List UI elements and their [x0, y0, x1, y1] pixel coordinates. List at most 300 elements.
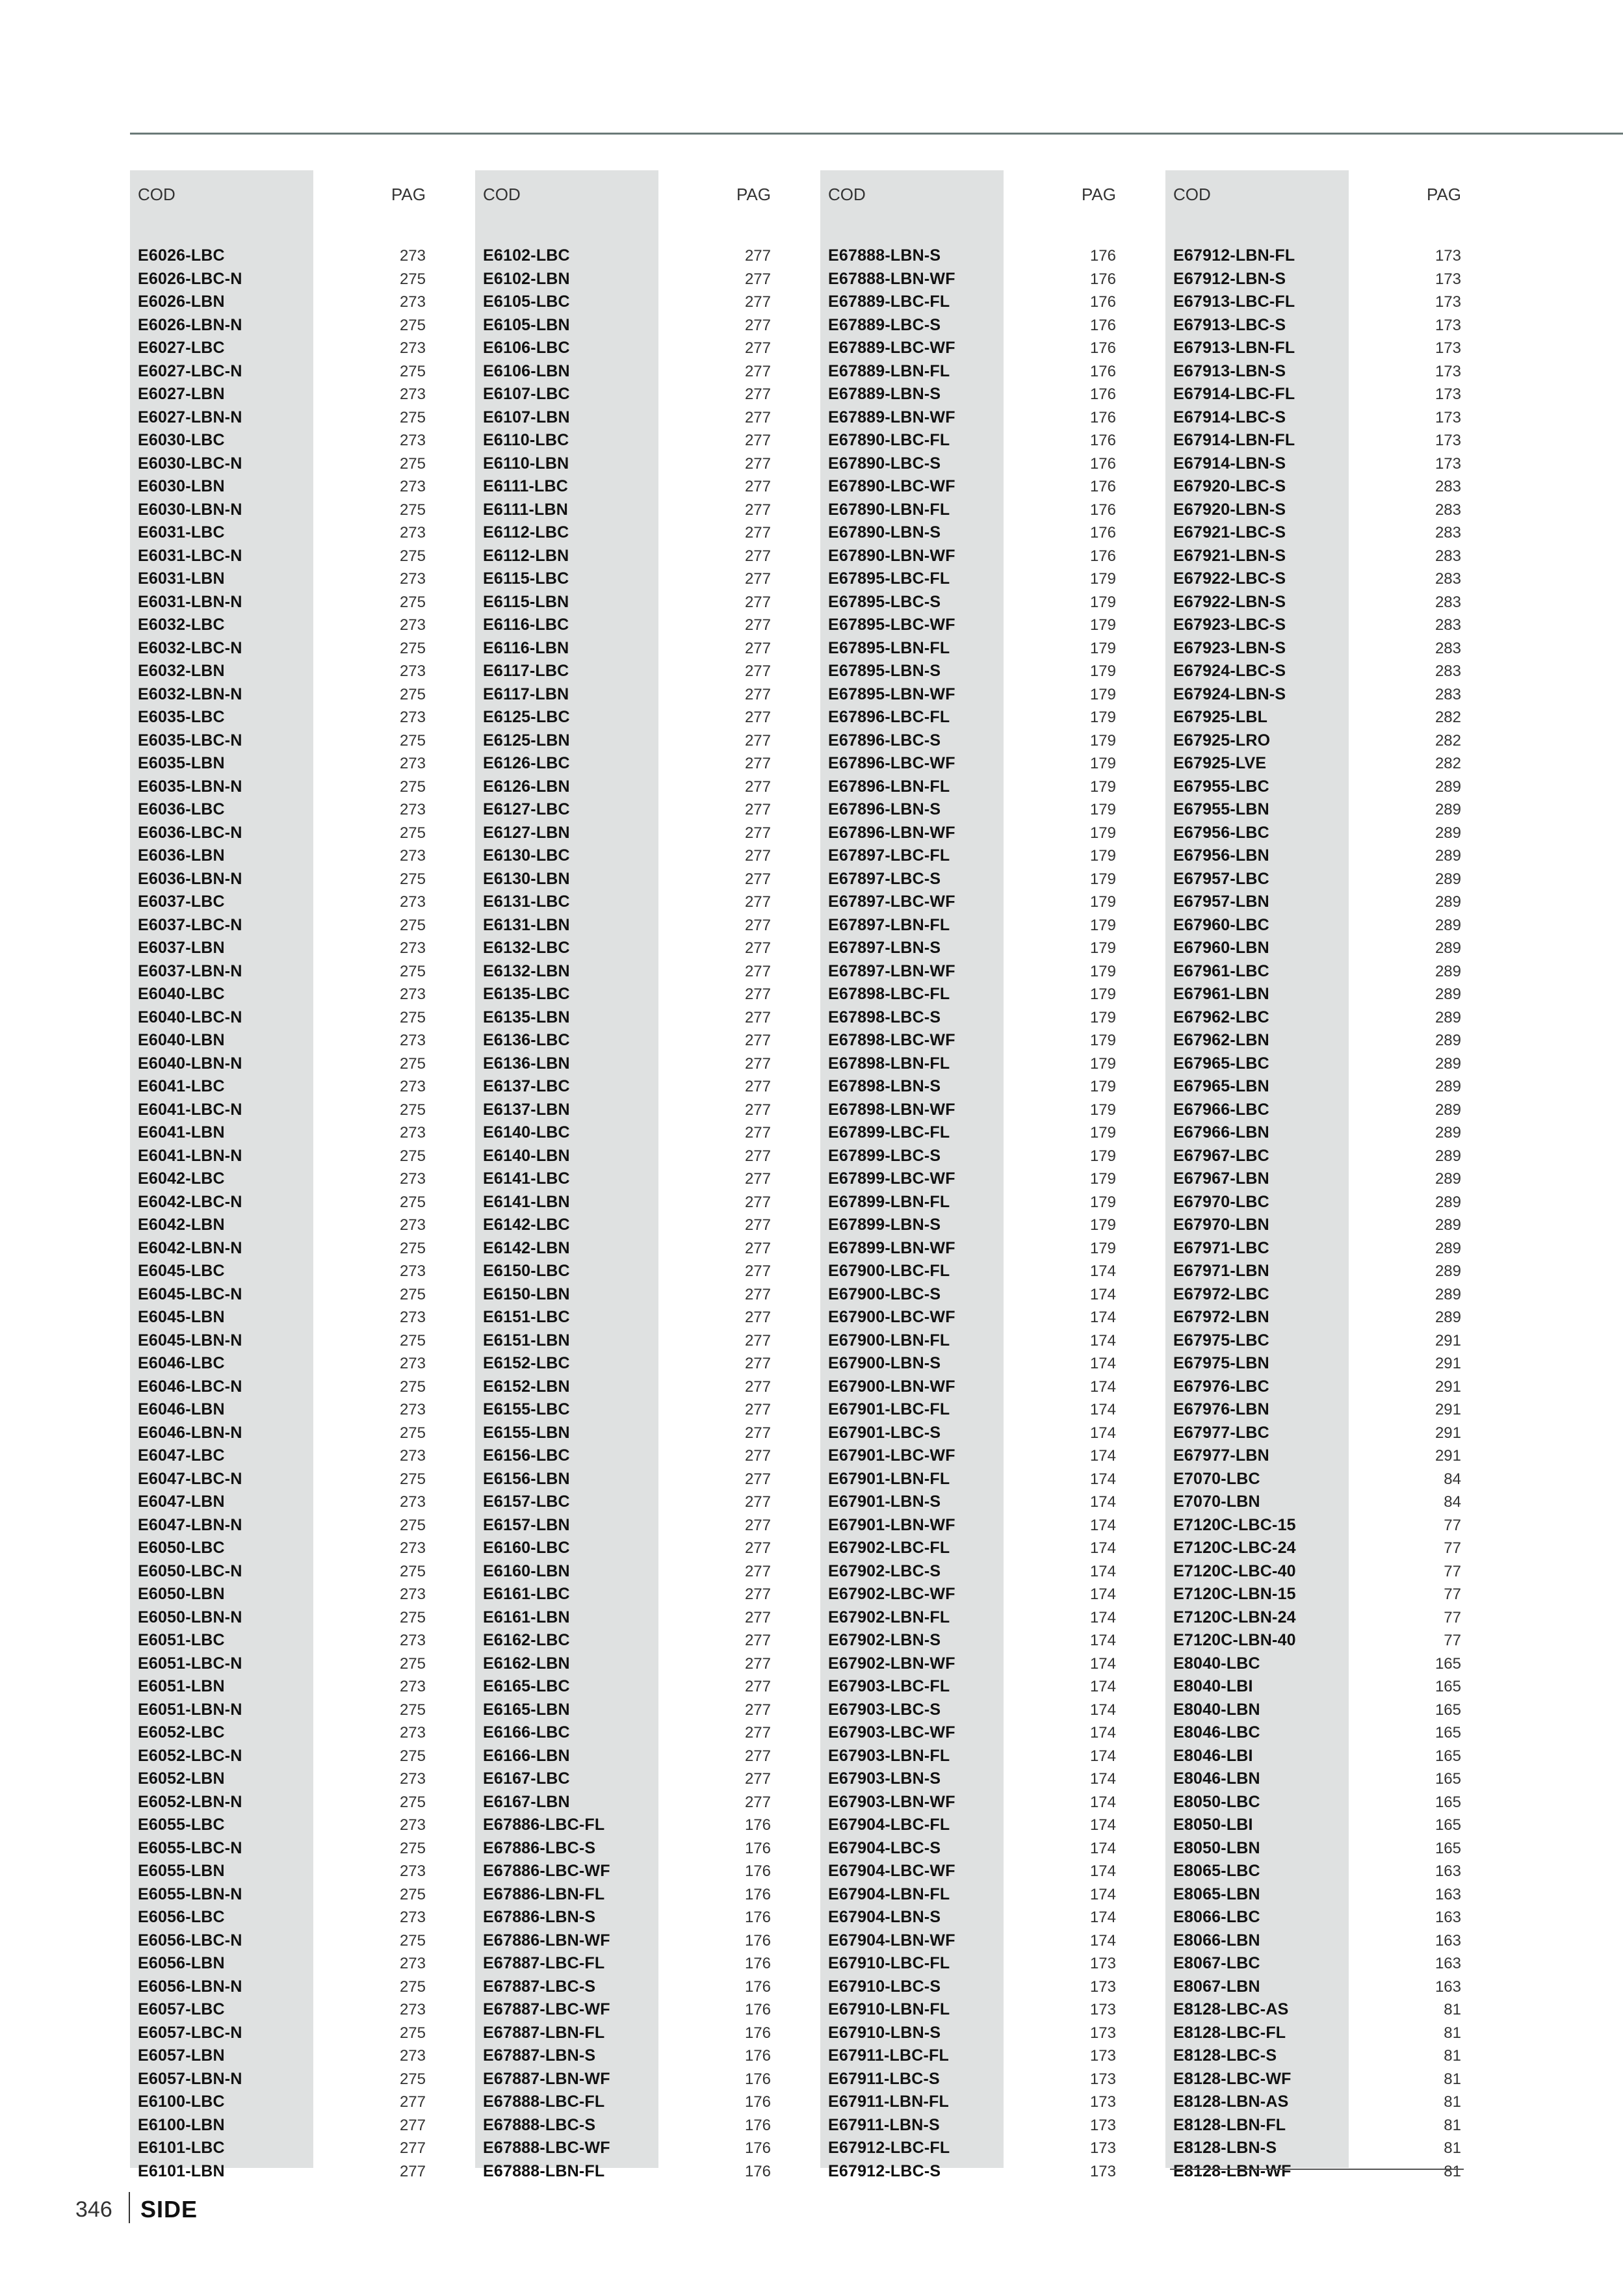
page-reference: 277 — [744, 570, 771, 588]
product-code: E67890-LBC-WF — [828, 477, 955, 495]
page-reference: 277 — [744, 247, 771, 265]
product-code: E67970-LBC — [1173, 1192, 1269, 1211]
page-reference: 176 — [1089, 524, 1116, 541]
page-reference: 81 — [1444, 2001, 1461, 2018]
product-code: E6032-LBN-N — [138, 685, 242, 703]
page-reference: 179 — [1089, 1008, 1116, 1026]
page-reference: 173 — [1435, 247, 1461, 265]
product-code: E67887-LBN-S — [483, 2046, 596, 2065]
product-code: E6100-LBN — [138, 2115, 225, 2134]
page-reference: 277 — [744, 593, 771, 611]
page-reference: 291 — [1435, 1424, 1461, 1442]
page-reference: 173 — [1435, 293, 1461, 311]
page-reference: 282 — [1435, 755, 1461, 772]
page-reference: 174 — [1089, 1747, 1116, 1765]
page-reference: 165 — [1435, 1678, 1461, 1695]
page-reference: 275 — [399, 2070, 426, 2088]
product-code: E6027-LBN-N — [138, 408, 242, 426]
product-code: E67911-LBN-S — [828, 2115, 940, 2134]
page-reference: 277 — [744, 1493, 771, 1511]
page-reference: 173 — [1089, 2001, 1116, 2018]
page-reference: 277 — [744, 1355, 771, 1372]
page-reference: 179 — [1089, 593, 1116, 611]
page-reference: 277 — [744, 777, 771, 796]
product-code: E8128-LBC-FL — [1173, 2023, 1286, 2042]
page-reference: 176 — [1089, 478, 1116, 495]
page-reference: 179 — [1089, 639, 1116, 657]
product-code: E67896-LBN-S — [828, 800, 941, 818]
header-cod: COD — [1173, 185, 1211, 204]
product-code: E67902-LBN-FL — [828, 1608, 950, 1626]
product-code: E6027-LBN — [138, 385, 225, 403]
page-reference: 277 — [744, 1539, 771, 1557]
product-code: E67957-LBN — [1173, 893, 1269, 911]
product-code: E6137-LBC — [483, 1077, 570, 1095]
product-code: E67902-LBC-WF — [828, 1585, 955, 1603]
product-code: E8066-LBN — [1173, 1931, 1260, 1950]
product-code: E67886-LBC-FL — [483, 1816, 605, 1834]
page-reference: 176 — [1089, 547, 1116, 565]
product-code: E8128-LBN-S — [1173, 2139, 1277, 2157]
page-reference: 277 — [744, 755, 771, 772]
product-code: E67895-LBN-S — [828, 662, 941, 680]
product-code: E6157-LBC — [483, 1493, 570, 1511]
page-reference: 176 — [1089, 247, 1116, 265]
product-code: E67900-LBN-WF — [828, 1377, 955, 1396]
product-code: E67925-LRO — [1173, 731, 1271, 750]
product-code: E6031-LBC-N — [138, 546, 242, 565]
product-code: E6111-LBC — [483, 477, 569, 495]
product-code: E67960-LBN — [1173, 939, 1269, 957]
page-reference: 174 — [1089, 1632, 1116, 1649]
product-code: E6115-LBN — [483, 592, 569, 611]
page-reference: 289 — [1435, 1078, 1461, 1095]
page-reference: 179 — [1089, 777, 1116, 796]
product-code: E67925-LVE — [1173, 754, 1267, 772]
page-reference: 275 — [399, 1331, 426, 1350]
product-code: E6041-LBC — [138, 1077, 225, 1095]
page-reference: 275 — [399, 1793, 426, 1811]
product-code: E67886-LBC-S — [483, 1838, 596, 1857]
product-code: E6142-LBC — [483, 1216, 570, 1234]
product-code: E67901-LBN-FL — [828, 1469, 950, 1488]
page-reference: 277 — [744, 639, 771, 657]
page-reference: 179 — [1089, 939, 1116, 957]
product-code: E8128-LBC-S — [1173, 2046, 1277, 2065]
page-reference: 277 — [744, 316, 771, 334]
page-reference: 174 — [1089, 1793, 1116, 1811]
code-list-column-1 — [138, 244, 313, 2183]
page-reference: 275 — [399, 731, 426, 750]
page-reference: 283 — [1435, 501, 1461, 519]
page-reference: 283 — [1435, 547, 1461, 565]
product-code: E67921-LBN-S — [1173, 546, 1286, 565]
product-code: E6132-LBC — [483, 939, 570, 957]
page-reference: 275 — [399, 1193, 426, 1211]
product-code: E67903-LBN-WF — [828, 1792, 955, 1811]
page-reference: 179 — [1089, 662, 1116, 680]
page-reference: 273 — [399, 616, 426, 634]
page-reference: 275 — [399, 685, 426, 703]
page-reference: 289 — [1435, 801, 1461, 818]
page-reference: 173 — [1089, 2139, 1116, 2157]
product-code: E6115-LBC — [483, 569, 569, 588]
footer-brand-title: SIDE — [140, 2196, 198, 2223]
product-code: E6130-LBN — [483, 869, 570, 888]
product-code: E6131-LBN — [483, 915, 570, 934]
product-code: E6045-LBN-N — [138, 1331, 242, 1350]
product-code: E6142-LBN — [483, 1238, 570, 1257]
page-reference: 176 — [1089, 454, 1116, 473]
product-code: E67899-LBN-FL — [828, 1192, 950, 1211]
page-reference: 174 — [1089, 1839, 1116, 1857]
page-reference: 277 — [744, 662, 771, 680]
product-code: E67902-LBN-WF — [828, 1654, 955, 1673]
product-code: E67904-LBC-S — [828, 1838, 941, 1857]
product-code: E6056-LBN — [138, 1954, 225, 1972]
page-reference: 291 — [1435, 1447, 1461, 1465]
page-reference: 165 — [1435, 1770, 1461, 1788]
product-code: E6057-LBN-N — [138, 2069, 242, 2088]
product-code: E8128-LBC-AS — [1173, 2000, 1289, 2018]
product-code: E67967-LBN — [1173, 1169, 1269, 1188]
product-code: E67896-LBC-WF — [828, 754, 955, 772]
product-code: E6126-LBN — [483, 777, 570, 796]
product-code: E6135-LBN — [483, 1008, 570, 1026]
page-reference: 275 — [399, 1470, 426, 1488]
page-reference: 283 — [1435, 685, 1461, 703]
product-code: E6152-LBN — [483, 1377, 570, 1396]
page-reference: 275 — [399, 1147, 426, 1165]
page-reference: 174 — [1089, 1701, 1116, 1719]
product-code: E67977-LBN — [1173, 1446, 1269, 1465]
product-code: E6105-LBN — [483, 315, 570, 334]
page-reference: 179 — [1089, 916, 1116, 934]
product-code: E67889-LBC-WF — [828, 339, 955, 357]
page-reference: 174 — [1089, 1470, 1116, 1488]
product-code: E6035-LBN — [138, 754, 225, 772]
product-code: E67895-LBC-S — [828, 592, 941, 611]
product-code: E6116-LBN — [483, 638, 569, 657]
page-reference: 176 — [744, 2047, 771, 2065]
product-code: E6141-LBC — [483, 1169, 570, 1188]
product-code: E67886-LBN-FL — [483, 1885, 605, 1903]
page-reference: 289 — [1435, 1170, 1461, 1188]
product-code: E6032-LBC — [138, 616, 225, 634]
page-reference: 277 — [744, 1193, 771, 1211]
product-code: E67972-LBC — [1173, 1285, 1269, 1303]
product-code: E6110-LBC — [483, 431, 569, 449]
product-code: E67887-LBC-FL — [483, 1954, 605, 1972]
product-code: E8050-LBC — [1173, 1792, 1260, 1811]
product-code: E6160-LBN — [483, 1561, 570, 1580]
page-reference: 289 — [1435, 1309, 1461, 1326]
product-code: E6046-LBN-N — [138, 1423, 242, 1442]
page-number: 346 — [75, 2197, 112, 2222]
page-reference: 176 — [744, 2070, 771, 2088]
page-reference: 81 — [1444, 2070, 1461, 2088]
page-reference: 273 — [399, 1032, 426, 1049]
product-code: E67898-LBC-FL — [828, 985, 950, 1003]
page-reference: 277 — [744, 293, 771, 311]
page-reference: 277 — [744, 1101, 771, 1119]
page-reference: 179 — [1089, 1078, 1116, 1095]
product-code: E6055-LBC-N — [138, 1838, 242, 1857]
header-pag: PAG — [1082, 185, 1116, 204]
product-code: E6166-LBC — [483, 1723, 570, 1742]
product-code: E6052-LBN — [138, 1769, 225, 1788]
product-code: E67901-LBN-WF — [828, 1515, 955, 1534]
product-code: E67902-LBN-S — [828, 1631, 941, 1649]
page-reference: 289 — [1435, 1193, 1461, 1211]
product-code: E6050-LBN — [138, 1585, 225, 1603]
product-code: E67975-LBN — [1173, 1354, 1269, 1372]
page-reference: 273 — [399, 1309, 426, 1326]
page-reference: 176 — [744, 2093, 771, 2111]
page-reference: 277 — [744, 270, 771, 288]
product-code: E67966-LBN — [1173, 1123, 1269, 1141]
page-reference: 275 — [399, 362, 426, 380]
product-code: E67895-LBN-FL — [828, 638, 950, 657]
page-reference: 174 — [1089, 1885, 1116, 1903]
product-code: E6045-LBC — [138, 1262, 225, 1280]
product-code: E67904-LBN-S — [828, 1908, 941, 1926]
page-reference: 277 — [744, 408, 771, 426]
product-code: E6140-LBN — [483, 1146, 570, 1165]
page-reference: 176 — [1089, 385, 1116, 403]
page-reference: 176 — [744, 1909, 771, 1926]
product-code: E6051-LBC-N — [138, 1654, 242, 1673]
product-code: E67900-LBN-FL — [828, 1331, 950, 1350]
product-code: E6127-LBC — [483, 800, 570, 818]
product-code: E6040-LBN — [138, 1031, 225, 1049]
product-code: E67890-LBN-WF — [828, 546, 955, 565]
product-code: E6161-LBC — [483, 1585, 570, 1603]
page-reference: 174 — [1089, 1401, 1116, 1418]
page-reference: 275 — [399, 962, 426, 980]
product-code: E6035-LBN-N — [138, 777, 242, 796]
page-reference: 273 — [399, 1862, 426, 1880]
product-code: E6046-LBC-N — [138, 1377, 242, 1396]
page-reference: 174 — [1089, 1309, 1116, 1326]
page-reference: 289 — [1435, 870, 1461, 888]
page-reference: 174 — [1089, 1493, 1116, 1511]
page-reference: 277 — [744, 1078, 771, 1095]
page-reference: 176 — [744, 1977, 771, 1996]
product-code: E6036-LBC — [138, 800, 225, 818]
product-code: E6101-LBN — [138, 2161, 225, 2180]
page-reference: 173 — [1089, 2070, 1116, 2088]
product-code: E67912-LBN-FL — [1173, 246, 1295, 265]
page-reference: 179 — [1089, 570, 1116, 588]
product-code: E6152-LBC — [483, 1354, 570, 1372]
product-code: E6055-LBC — [138, 1816, 225, 1834]
page-reference: 275 — [399, 1054, 426, 1073]
product-code: E8040-LBN — [1173, 1700, 1260, 1719]
product-code: E8040-LBC — [1173, 1654, 1260, 1673]
page-list-column-4 — [1396, 244, 1461, 2183]
page-reference: 275 — [399, 777, 426, 796]
product-code: E67904-LBC-FL — [828, 1816, 950, 1834]
product-code: E6111-LBN — [483, 500, 569, 519]
page-reference: 289 — [1435, 847, 1461, 865]
product-code: E6057-LBN — [138, 2046, 225, 2065]
page-reference: 176 — [744, 2162, 771, 2180]
product-code: E67962-LBC — [1173, 1008, 1269, 1026]
page-reference: 179 — [1089, 1216, 1116, 1234]
product-code: E67895-LBN-WF — [828, 685, 955, 703]
product-code: E67904-LBN-FL — [828, 1885, 950, 1903]
product-code: E67922-LBN-S — [1173, 592, 1286, 611]
page-reference: 273 — [399, 709, 426, 726]
product-code: E6026-LBN — [138, 293, 225, 311]
page-reference: 81 — [1444, 2162, 1461, 2180]
page-reference: 275 — [399, 454, 426, 473]
page-reference: 289 — [1435, 1124, 1461, 1141]
page-reference: 273 — [399, 801, 426, 818]
product-code: E6037-LBC — [138, 893, 225, 911]
page-reference: 174 — [1089, 1608, 1116, 1626]
product-code: E67966-LBC — [1173, 1100, 1269, 1119]
page-reference: 273 — [399, 1124, 426, 1141]
product-code: E8128-LBN-AS — [1173, 2093, 1289, 2111]
page-reference: 273 — [399, 1955, 426, 1972]
page-reference: 173 — [1435, 316, 1461, 334]
product-code: E67904-LBN-WF — [828, 1931, 955, 1950]
page-reference: 81 — [1444, 2093, 1461, 2111]
page-reference: 179 — [1089, 1193, 1116, 1211]
header-cod: COD — [138, 185, 175, 204]
product-code: E67956-LBN — [1173, 846, 1269, 865]
product-code: E7120C-LBN-15 — [1173, 1585, 1296, 1603]
page-reference: 273 — [399, 570, 426, 588]
product-code: E67913-LBC-S — [1173, 315, 1286, 334]
page-reference: 273 — [399, 524, 426, 541]
page-reference: 289 — [1435, 1008, 1461, 1026]
product-code: E67887-LBN-WF — [483, 2069, 610, 2088]
product-code: E67955-LBN — [1173, 800, 1269, 818]
product-code: E67903-LBC-S — [828, 1700, 941, 1719]
page-reference: 179 — [1089, 755, 1116, 772]
product-code: E6030-LBC — [138, 431, 225, 449]
product-code: E67914-LBN-S — [1173, 454, 1286, 473]
product-code: E6127-LBN — [483, 823, 570, 842]
page-reference: 273 — [399, 1355, 426, 1372]
page-reference: 176 — [1089, 432, 1116, 449]
product-code: E6030-LBC-N — [138, 454, 242, 473]
page-reference: 174 — [1089, 1931, 1116, 1950]
page-reference: 289 — [1435, 1032, 1461, 1049]
product-code: E7070-LBC — [1173, 1469, 1260, 1488]
product-code: E6106-LBN — [483, 361, 570, 380]
page-reference: 176 — [744, 1862, 771, 1880]
page-reference: 176 — [744, 1816, 771, 1834]
product-code: E6052-LBN-N — [138, 1792, 242, 1811]
product-code: E6041-LBC-N — [138, 1100, 242, 1119]
page-reference: 275 — [399, 1701, 426, 1719]
product-code: E67923-LBC-S — [1173, 616, 1286, 634]
page-reference: 277 — [744, 731, 771, 750]
product-code: E6126-LBC — [483, 754, 570, 772]
product-code: E6052-LBC — [138, 1723, 225, 1742]
product-code: E67886-LBN-S — [483, 1908, 596, 1926]
page-reference: 174 — [1089, 1516, 1116, 1534]
page-reference: 277 — [744, 1147, 771, 1165]
page-reference: 289 — [1435, 1147, 1461, 1165]
product-code: E8067-LBC — [1173, 1954, 1260, 1972]
page-reference: 277 — [744, 524, 771, 541]
product-code: E6031-LBN-N — [138, 592, 242, 611]
product-code: E6031-LBC — [138, 523, 225, 541]
product-code: E6050-LBC — [138, 1539, 225, 1557]
product-code: E67899-LBC-FL — [828, 1123, 950, 1141]
page-reference: 277 — [744, 1470, 771, 1488]
product-code: E67920-LBC-S — [1173, 477, 1286, 495]
product-code: E67889-LBN-FL — [828, 361, 950, 380]
product-code: E6037-LBN — [138, 939, 225, 957]
product-code: E67913-LBN-S — [1173, 361, 1286, 380]
page-reference: 283 — [1435, 616, 1461, 634]
page-reference: 163 — [1435, 1955, 1461, 1972]
page-reference: 275 — [399, 1101, 426, 1119]
product-code: E67922-LBC-S — [1173, 569, 1286, 588]
page-reference: 275 — [399, 547, 426, 565]
page-reference: 277 — [744, 1262, 771, 1280]
product-code: E8066-LBC — [1173, 1908, 1260, 1926]
product-code: E6160-LBC — [483, 1539, 570, 1557]
product-code: E67923-LBN-S — [1173, 638, 1286, 657]
page-reference: 277 — [744, 1770, 771, 1788]
page-reference: 289 — [1435, 1285, 1461, 1303]
page-reference: 277 — [744, 916, 771, 934]
product-code: E6102-LBC — [483, 246, 570, 265]
page-reference: 289 — [1435, 1101, 1461, 1119]
page-reference: 176 — [744, 2116, 771, 2134]
product-code: E6051-LBN — [138, 1677, 225, 1695]
page-reference: 277 — [399, 2139, 426, 2157]
product-code: E8128-LBC-WF — [1173, 2069, 1292, 2088]
product-code: E67971-LBC — [1173, 1238, 1269, 1257]
page-reference: 77 — [1444, 1516, 1461, 1534]
product-code: E67911-LBN-FL — [828, 2093, 949, 2111]
product-code: E6157-LBN — [483, 1515, 570, 1534]
page-reference: 179 — [1089, 847, 1116, 865]
page-reference: 291 — [1435, 1355, 1461, 1372]
product-code: E67887-LBC-WF — [483, 2000, 610, 2018]
product-code: E67967-LBC — [1173, 1146, 1269, 1165]
product-code: E67912-LBN-S — [1173, 269, 1286, 288]
product-code: E67899-LBC-S — [828, 1146, 941, 1165]
product-code: E67903-LBN-FL — [828, 1746, 950, 1765]
page-reference: 277 — [744, 939, 771, 957]
product-code: E7120C-LBN-40 — [1173, 1631, 1296, 1649]
product-code: E6035-LBC — [138, 708, 225, 726]
product-code: E7120C-LBN-24 — [1173, 1608, 1296, 1626]
header-pag: PAG — [1427, 185, 1461, 204]
product-code: E6056-LBC-N — [138, 1931, 242, 1950]
page-reference: 176 — [744, 1955, 771, 1972]
product-code: E6117-LBC — [483, 662, 569, 680]
product-code: E8050-LBI — [1173, 1816, 1253, 1834]
product-code: E8128-LBN-WF — [1173, 2161, 1292, 2180]
page-reference: 283 — [1435, 478, 1461, 495]
page-reference: 163 — [1435, 1931, 1461, 1950]
page-reference: 273 — [399, 1447, 426, 1465]
page-reference: 283 — [1435, 570, 1461, 588]
product-code: E67895-LBC-WF — [828, 616, 955, 634]
product-code: E6036-LBN-N — [138, 869, 242, 888]
page-reference: 277 — [744, 1654, 771, 1673]
